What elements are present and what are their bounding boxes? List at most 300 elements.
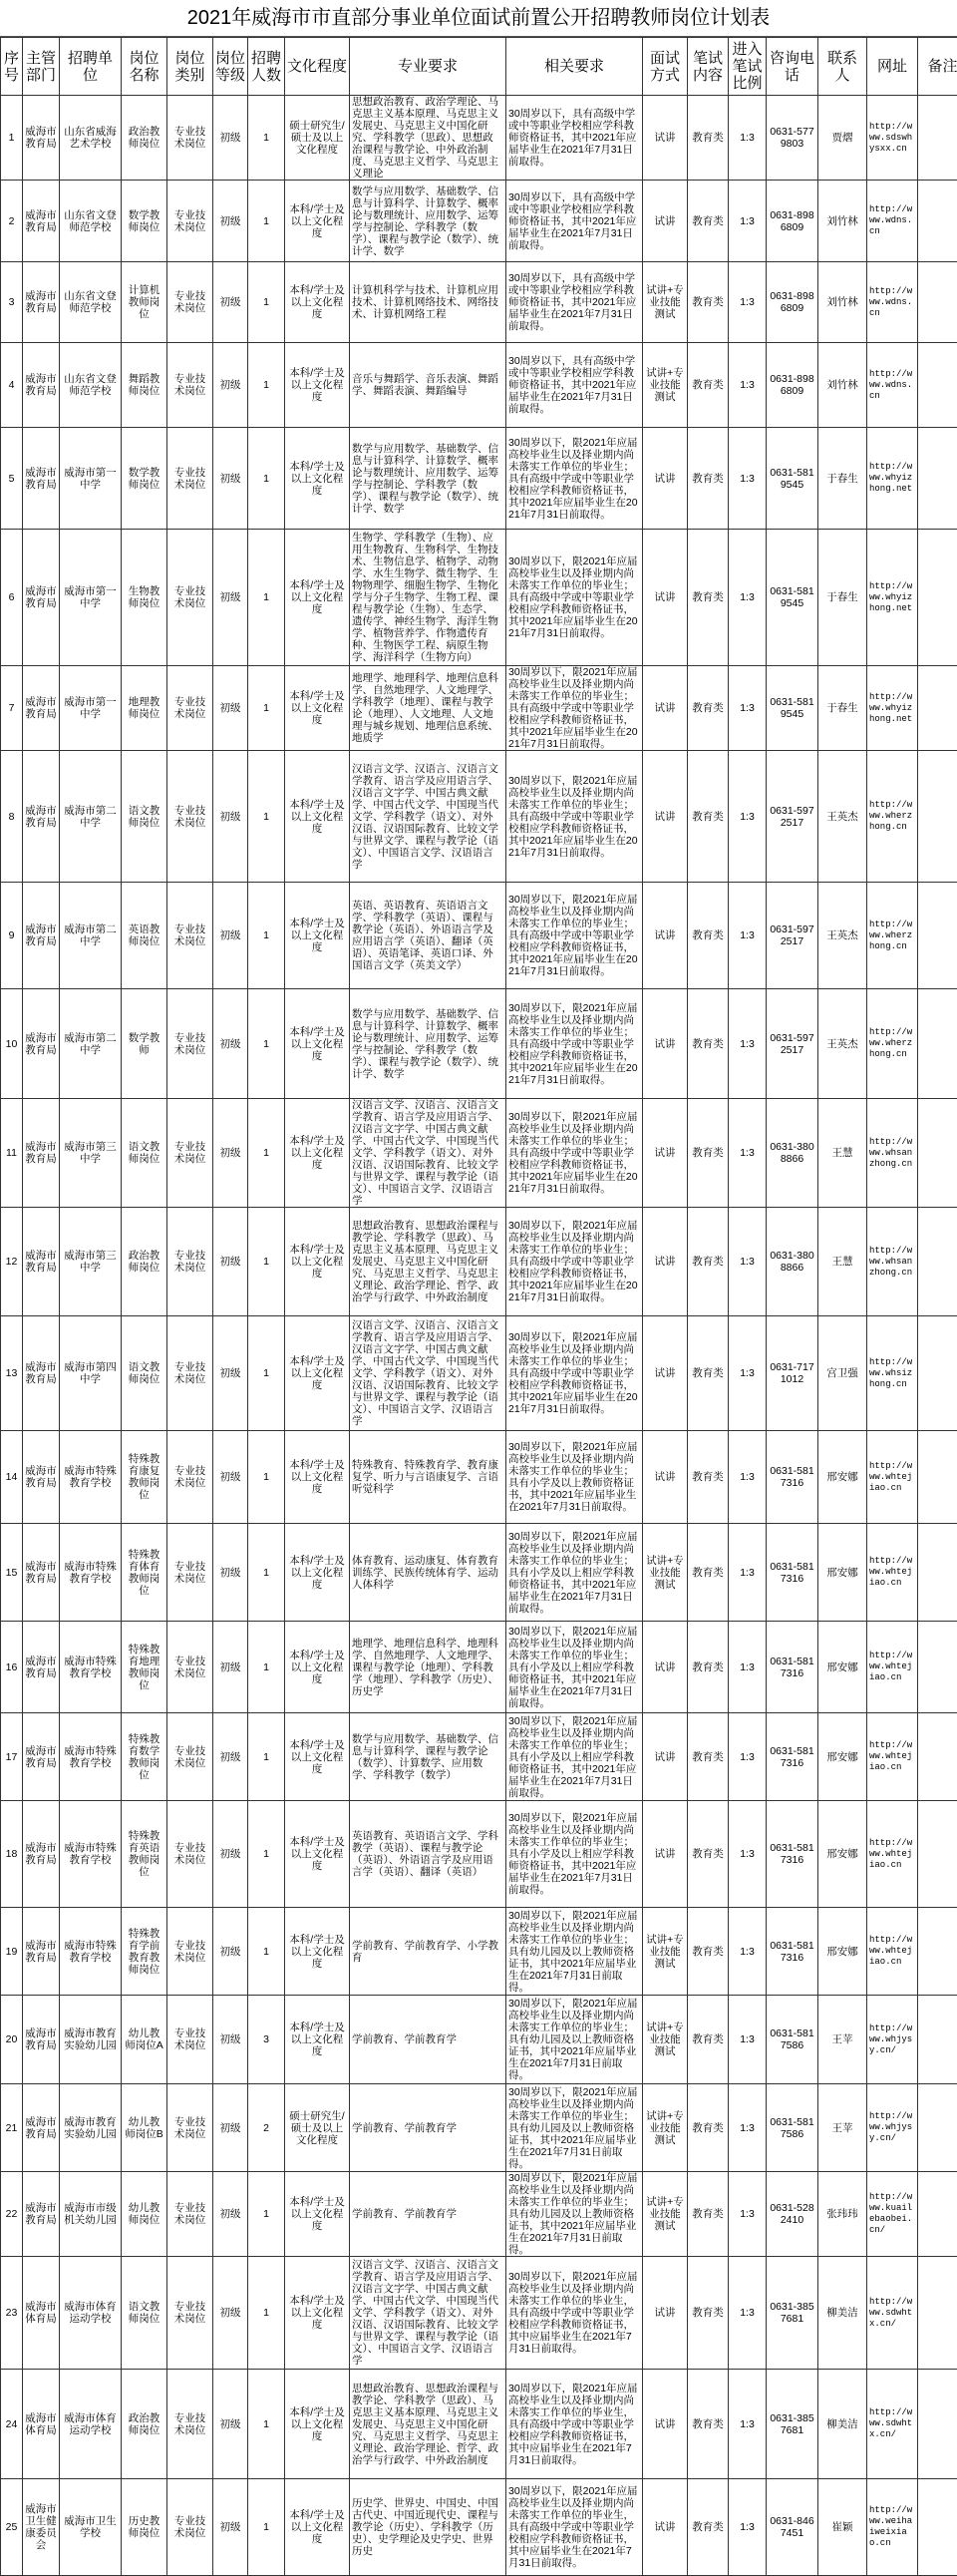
table-row	[1, 1099, 957, 1208]
table-row	[1, 2370, 957, 2479]
website-link[interactable]: http://www.wherzhong.cn	[867, 751, 918, 883]
phone-cell: 0631-5817586	[767, 1996, 818, 2084]
other-requirement-cell: 30周岁以下，具有高级中学或中等职业学校相应学科教师资格证书，其中2021年应届毕业生在2021年7月31日前取得。	[506, 96, 643, 181]
employer-cell: 威海市第二中学	[60, 883, 122, 989]
contact-cell: 宫卫强	[818, 1316, 867, 1431]
major-requirement-cell: 数学与应用数学、基础数学、信息与计算科学、计算数学、概率论与数理统计、应用数学、运筹学与控制论、学科教学（数学）、课程与教学论（数学）、统计学、数学	[350, 181, 506, 262]
position-type-cell: 专业技术岗位	[167, 989, 213, 1099]
contact-cell: 王慧	[818, 1099, 867, 1208]
remark-cell	[918, 666, 957, 751]
column-header: 相关要求	[506, 38, 643, 96]
department-cell: 威海市教育局	[23, 530, 60, 666]
interview-method-cell: 试讲	[643, 1099, 688, 1208]
remark-cell	[918, 1208, 957, 1316]
major-requirement-cell: 音乐与舞蹈学、音乐表演、舞蹈学、舞蹈表演、舞蹈编导	[350, 343, 506, 428]
table-row	[1, 1431, 957, 1524]
other-requirement-cell: 30周岁以下，具有高级中学或中等职业学校相应学科教师资格证书，其中2021年应届毕业生在2021年7月31日前取得。	[506, 343, 643, 428]
remark-cell	[918, 1996, 957, 2084]
other-requirement-cell: 30周岁以下，限2021年应届高校毕业生以及择业期内尚未落实工作单位的毕业生；具有幼儿园及以上教师资格证书，其中2021年应届毕业生在2021年7月31日前取得。	[506, 2172, 643, 2257]
contact-cell: 张玮玮	[818, 2172, 867, 2257]
position-level-cell: 初级	[213, 2257, 248, 2370]
website-link[interactable]: http://www.wherzhong.cn	[867, 989, 918, 1099]
exam-content-cell: 教育类	[688, 1431, 729, 1524]
education-cell: 硕士研究生/硕士及以上文化程度	[285, 96, 350, 181]
website-link[interactable]: http://www.whtejiao.cn	[867, 1622, 918, 1713]
row-number: 1	[1, 96, 23, 181]
interview-method-cell: 试讲	[643, 1801, 688, 1908]
other-requirement-cell: 30周岁以下，限2021年应届高校毕业生以及择业期内尚未落实工作单位的毕业生，具有高级中学或中等职业学校相应学科教师资格证书，其中应届毕业生在2021年7月31日前取得。	[506, 2479, 643, 2576]
exam-ratio-cell: 1:3	[729, 1801, 767, 1908]
other-requirement-cell: 30周岁以下，限2021年应届高校毕业生以及择业期内尚未落实工作单位的毕业生；具有小学及以上相应学科教师资格证书，其中2021年应届毕业生在2021年7月31日前取得。	[506, 1801, 643, 1908]
table-body	[1, 96, 957, 2576]
contact-cell: 王英杰	[818, 751, 867, 883]
education-cell: 本科/学士及以上文化程度	[285, 1524, 350, 1622]
education-cell: 本科/学士及以上文化程度	[285, 2479, 350, 2576]
employer-cell: 威海市特殊教育学校	[60, 1908, 122, 1996]
exam-content-cell: 教育类	[688, 181, 729, 262]
major-requirement-cell: 汉语言文学、汉语言、汉语言文学教育、语言学及应用语言学、汉语言文字学、中国古典文献学、中国古代文学、中国现当代文学、学科教学（语文）、对外汉语、汉语国际教育、比较文学与世界文学、课程与教学论（语文）、中国语言文学、汉语语言学	[350, 2257, 506, 2370]
remark-cell	[918, 530, 957, 666]
position-level-cell: 初级	[213, 1208, 248, 1316]
exam-content-cell: 教育类	[688, 2172, 729, 2257]
employer-cell: 威海市教育实验幼儿园	[60, 2084, 122, 2172]
website-link[interactable]: http://www.whjysy.cn/	[867, 2084, 918, 2172]
education-cell: 本科/学士及以上文化程度	[285, 2172, 350, 2257]
position-type-cell: 专业技术岗位	[167, 1431, 213, 1524]
interview-method-cell: 试讲	[643, 1431, 688, 1524]
position-cell: 数学教师	[122, 989, 167, 1099]
contact-cell: 贾熠	[818, 96, 867, 181]
exam-content-cell: 教育类	[688, 96, 729, 181]
exam-ratio-cell: 1:3	[729, 2084, 767, 2172]
employer-cell: 山东省文登师范学校	[60, 181, 122, 262]
exam-ratio-cell: 1:3	[729, 1622, 767, 1713]
remark-cell	[918, 96, 957, 181]
column-header: 序号	[1, 38, 23, 96]
interview-method-cell: 试讲	[643, 751, 688, 883]
other-requirement-cell: 30周岁以下，限2021年应届高校毕业生以及择业期内尚未落实工作单位的毕业生；具有小学及以上相应学科教师资格证书，其中2021年应届毕业生在2021年7月31日前取得。	[506, 1622, 643, 1713]
headcount-cell: 1	[248, 1316, 285, 1431]
position-type-cell: 专业技术岗位	[167, 1908, 213, 1996]
education-cell: 本科/学士及以上文化程度	[285, 883, 350, 989]
contact-cell: 王苹	[818, 2084, 867, 2172]
department-cell: 威海市体育局	[23, 2370, 60, 2479]
remark-cell	[918, 1908, 957, 1996]
exam-ratio-cell: 1:3	[729, 2172, 767, 2257]
position-cell: 数学教师岗位	[122, 428, 167, 530]
headcount-cell: 1	[248, 666, 285, 751]
department-cell: 威海市教育局	[23, 1801, 60, 1908]
website-link[interactable]: http://www.whyizhong.net	[867, 530, 918, 666]
interview-method-cell: 试讲	[643, 2479, 688, 2576]
row-number: 15	[1, 1524, 23, 1622]
employer-cell: 威海市第二中学	[60, 989, 122, 1099]
headcount-cell: 1	[248, 1208, 285, 1316]
major-requirement-cell: 汉语言文学、汉语言、汉语言文学教育、语言学及应用语言学、汉语言文字学、中国古典文献学、中国古代文学、中国现当代文学、学科教学（语文）、对外汉语、汉语国际教育、比较文学与世界文学、课程与教学论（语文）、中国语言文学、汉语语言学	[350, 751, 506, 883]
exam-content-cell: 教育类	[688, 262, 729, 343]
row-number: 19	[1, 1908, 23, 1996]
website-link[interactable]: http://www.sdwhtx.cn/	[867, 2257, 918, 2370]
major-requirement-cell: 生物学、学科教学（生物）、应用生物教育、生物科学、生物技术、生物信息学、植物学、动物学、水生生物学、微生物学、生物物理学、细胞生物学、生物化学与分子生物学、生物工程、课程与教学论（生物）、生态学、遗传学、神经生物学、海洋生物学、植物营养学、作物遗传育种、生物医学工程、病原生物学、海洋科学（生物方向）	[350, 530, 506, 666]
table-row	[1, 1996, 957, 2084]
department-cell: 威海市教育局	[23, 1908, 60, 1996]
headcount-cell: 1	[248, 2257, 285, 2370]
employer-cell: 山东省文登师范学校	[60, 262, 122, 343]
other-requirement-cell: 30周岁以下，限2021年应届高校毕业生以及择业期内尚未落实工作单位的毕业生；具有小学及以上相应学科教师资格证书，其中2021年应届毕业生在2021年7月31日前取得。	[506, 1524, 643, 1622]
headcount-cell: 1	[248, 1801, 285, 1908]
website-link[interactable]: http://www.wdns.cn	[867, 181, 918, 262]
phone-cell: 0631-8467451	[767, 2479, 818, 2576]
row-number: 20	[1, 1996, 23, 2084]
other-requirement-cell: 30周岁以下，限2021年应届高校毕业生以及择业期内尚未落实工作单位的毕业生；具有高级中学或中等职业学校相应学科教师资格证书，其中2021年应届毕业生在2021年7月31日前取得。	[506, 530, 643, 666]
education-cell: 本科/学士及以上文化程度	[285, 2370, 350, 2479]
remark-cell	[918, 989, 957, 1099]
contact-cell: 刘竹林	[818, 343, 867, 428]
row-number: 18	[1, 1801, 23, 1908]
remark-cell	[918, 181, 957, 262]
exam-ratio-cell: 1:3	[729, 1316, 767, 1431]
column-header: 面试方式	[643, 38, 688, 96]
other-requirement-cell: 30周岁以下，限2021年应届高校毕业生以及择业期内尚未落实工作单位的毕业生；具有小学及以上相应学科教师资格证书，其中2021年应届毕业生在2021年7月31日前取得。	[506, 1713, 643, 1801]
phone-cell: 0631-5819545	[767, 666, 818, 751]
column-header: 进入笔试比例	[729, 38, 767, 96]
interview-method-cell: 试讲	[643, 428, 688, 530]
website-link[interactable]: http://www.wdns.cn	[867, 343, 918, 428]
row-number: 21	[1, 2084, 23, 2172]
column-header: 岗位名称	[122, 38, 167, 96]
exam-ratio-cell: 1:3	[729, 883, 767, 989]
remark-cell	[918, 1316, 957, 1431]
department-cell: 威海市体育局	[23, 2257, 60, 2370]
phone-cell: 0631-3808866	[767, 1099, 818, 1208]
exam-ratio-cell: 1:3	[729, 262, 767, 343]
interview-method-cell: 试讲	[643, 2257, 688, 2370]
exam-content-cell: 教育类	[688, 1524, 729, 1622]
row-number: 4	[1, 343, 23, 428]
position-cell: 政治教师岗位	[122, 1208, 167, 1316]
website-link[interactable]: http://www.wdns.cn	[867, 262, 918, 343]
interview-method-cell: 试讲	[643, 1316, 688, 1431]
column-header: 招聘人数	[248, 38, 285, 96]
department-cell: 威海市教育局	[23, 1316, 60, 1431]
position-cell: 地理教师岗位	[122, 666, 167, 751]
education-cell: 本科/学士及以上文化程度	[285, 751, 350, 883]
education-cell: 本科/学士及以上文化程度	[285, 1099, 350, 1208]
position-type-cell: 专业技术岗位	[167, 1099, 213, 1208]
position-level-cell: 初级	[213, 1431, 248, 1524]
position-cell: 计算机教师岗位	[122, 262, 167, 343]
major-requirement-cell: 计算机科学与技术、计算机应用技术、计算机网络技术、网络技术、计算机网络工程	[350, 262, 506, 343]
contact-cell: 王慧	[818, 1208, 867, 1316]
department-cell: 威海市教育局	[23, 1713, 60, 1801]
interview-method-cell: 试讲	[643, 96, 688, 181]
website-link[interactable]: http://www.whtejiao.cn	[867, 1431, 918, 1524]
interview-method-cell: 试讲	[643, 530, 688, 666]
website-link[interactable]: http://www.whtejiao.cn	[867, 1801, 918, 1908]
exam-ratio-cell: 1:3	[729, 1431, 767, 1524]
table-row	[1, 428, 957, 530]
website-link[interactable]: http://www.whtejiao.cn	[867, 1524, 918, 1622]
column-header: 专业要求	[350, 38, 506, 96]
education-cell: 本科/学士及以上文化程度	[285, 1801, 350, 1908]
row-number: 9	[1, 883, 23, 989]
headcount-cell: 1	[248, 2370, 285, 2479]
website-link[interactable]: http://www.kuailebaobei.cn/	[867, 2172, 918, 2257]
remark-cell	[918, 1713, 957, 1801]
position-type-cell: 专业技术岗位	[167, 2084, 213, 2172]
remark-cell	[918, 428, 957, 530]
education-cell: 本科/学士及以上文化程度	[285, 530, 350, 666]
department-cell: 威海市教育局	[23, 883, 60, 989]
row-number: 6	[1, 530, 23, 666]
exam-content-cell: 教育类	[688, 2257, 729, 2370]
position-cell: 舞蹈教师岗位	[122, 343, 167, 428]
exam-ratio-cell: 1:3	[729, 666, 767, 751]
position-level-cell: 初级	[213, 343, 248, 428]
row-number: 3	[1, 262, 23, 343]
website-link[interactable]: http://www.sdwhtx.cn/	[867, 2370, 918, 2479]
exam-content-cell: 教育类	[688, 1099, 729, 1208]
education-cell: 本科/学士及以上文化程度	[285, 1622, 350, 1713]
other-requirement-cell: 30周岁以下，具有高级中学或中等职业学校相应学科教师资格证书，其中2021年应届毕业生在2021年7月31日前取得。	[506, 181, 643, 262]
exam-ratio-cell: 1:3	[729, 1908, 767, 1996]
other-requirement-cell: 30周岁以下，限2021年应届高校毕业生以及择业期内尚未落实工作单位的毕业生，具有高级中学或中等职业学校相应学科教师资格证书，其中应届毕业生在2021年7月31日前取得。	[506, 2370, 643, 2479]
exam-ratio-cell: 1:3	[729, 989, 767, 1099]
department-cell: 威海市教育局	[23, 2084, 60, 2172]
row-number: 7	[1, 666, 23, 751]
table-row	[1, 96, 957, 181]
phone-cell: 0631-5819545	[767, 530, 818, 666]
contact-cell: 刘竹林	[818, 181, 867, 262]
employer-cell: 威海市特殊教育学校	[60, 1713, 122, 1801]
contact-cell: 邢安娜	[818, 1908, 867, 1996]
contact-cell: 王英杰	[818, 989, 867, 1099]
row-number: 24	[1, 2370, 23, 2479]
position-type-cell: 专业技术岗位	[167, 1996, 213, 2084]
website-link[interactable]: http://www.whsanzhong.cn	[867, 1208, 918, 1316]
major-requirement-cell: 地理学、地理科学、地理信息科学、自然地理学、人文地理学、学科教学（地理）、课程与教学论（地理）、人文地理、人文地理与城乡规划、地理信息系统、地质学	[350, 666, 506, 751]
position-level-cell: 初级	[213, 2479, 248, 2576]
education-cell: 本科/学士及以上文化程度	[285, 1908, 350, 1996]
exam-content-cell: 教育类	[688, 989, 729, 1099]
headcount-cell: 1	[248, 989, 285, 1099]
headcount-cell: 1	[248, 530, 285, 666]
website-link[interactable]: http://www.whjysy.cn/	[867, 1996, 918, 2084]
exam-ratio-cell: 1:3	[729, 2370, 767, 2479]
headcount-cell: 2	[248, 2084, 285, 2172]
remark-cell	[918, 1431, 957, 1524]
education-cell: 本科/学士及以上文化程度	[285, 262, 350, 343]
column-header: 笔试内容	[688, 38, 729, 96]
row-number: 10	[1, 989, 23, 1099]
column-header: 咨询电话	[767, 38, 818, 96]
phone-cell: 0631-3808866	[767, 1208, 818, 1316]
position-type-cell: 专业技术岗位	[167, 751, 213, 883]
exam-ratio-cell: 1:3	[729, 343, 767, 428]
header-row	[1, 38, 957, 96]
website-link[interactable]: http://www.whyizhong.net	[867, 428, 918, 530]
exam-ratio-cell: 1:3	[729, 2257, 767, 2370]
phone-cell: 0631-5817316	[767, 1908, 818, 1996]
phone-cell: 0631-5817316	[767, 1801, 818, 1908]
website-link[interactable]: http://www.whyizhong.net	[867, 666, 918, 751]
position-cell: 语文教师岗位	[122, 2257, 167, 2370]
contact-cell: 于春生	[818, 428, 867, 530]
employer-cell: 威海市第三中学	[60, 1099, 122, 1208]
department-cell: 威海市教育局	[23, 1524, 60, 1622]
interview-method-cell: 试讲+专业技能测试	[643, 2084, 688, 2172]
position-level-cell: 初级	[213, 1099, 248, 1208]
remark-cell	[918, 1622, 957, 1713]
table-row	[1, 989, 957, 1099]
employer-cell: 威海市特殊教育学校	[60, 1524, 122, 1622]
remark-cell	[918, 751, 957, 883]
education-cell: 本科/学士及以上文化程度	[285, 1316, 350, 1431]
department-cell: 威海市教育局	[23, 1099, 60, 1208]
row-number: 8	[1, 751, 23, 883]
other-requirement-cell: 30周岁以下，限2021年应届高校毕业生以及择业期内尚未落实工作单位的毕业生；具有幼儿园及以上教师资格证书，其中2021年应届毕业生在2021年7月31日前取得。	[506, 1908, 643, 1996]
position-level-cell: 初级	[213, 2370, 248, 2479]
phone-cell: 0631-7171012	[767, 1316, 818, 1431]
phone-cell: 0631-5972517	[767, 883, 818, 989]
contact-cell: 崔颖	[818, 2479, 867, 2576]
major-requirement-cell: 学前教育、学前教育学、小学教育	[350, 1908, 506, 1996]
department-cell: 威海市卫生健康委员会	[23, 2479, 60, 2576]
table-row	[1, 1801, 957, 1908]
website-link[interactable]: http://www.weihaiweixiao.cn	[867, 2479, 918, 2576]
position-type-cell: 专业技术岗位	[167, 1208, 213, 1316]
employer-cell: 威海市特殊教育学校	[60, 1622, 122, 1713]
remark-cell	[918, 343, 957, 428]
interview-method-cell: 试讲	[643, 666, 688, 751]
table-row	[1, 1208, 957, 1316]
interview-method-cell: 试讲	[643, 989, 688, 1099]
employer-cell: 威海市体育运动学校	[60, 2257, 122, 2370]
major-requirement-cell: 思想政治教育、思想政治课程与教学论、学科教学（思政）、马克思主义基本原理、马克思主义发展史、马克思主义中国化研究、马克思主义哲学、马克思主义理论、政治学理论、哲学、政治学与行政学、中外政治制度	[350, 2370, 506, 2479]
major-requirement-cell: 数学与应用数学、基础数学、信息与计算科学、计算数学、概率论与数理统计、应用数学、运筹学与控制论、学科教学（数学）、课程与教学论（数学）、统计学、数学	[350, 989, 506, 1099]
position-cell: 英语教师岗位	[122, 883, 167, 989]
contact-cell: 邢安娜	[818, 1801, 867, 1908]
phone-cell: 0631-5282410	[767, 2172, 818, 2257]
exam-content-cell: 教育类	[688, 428, 729, 530]
website-link[interactable]: http://www.sdswhysxx.cn	[867, 96, 918, 181]
position-level-cell: 初级	[213, 262, 248, 343]
headcount-cell: 1	[248, 1713, 285, 1801]
employer-cell: 威海市第一中学	[60, 428, 122, 530]
position-type-cell: 专业技术岗位	[167, 1801, 213, 1908]
phone-cell: 0631-5817316	[767, 1622, 818, 1713]
headcount-cell: 1	[248, 2172, 285, 2257]
education-cell: 本科/学士及以上文化程度	[285, 1996, 350, 2084]
other-requirement-cell: 30周岁以下，限2021年应届高校毕业生以及择业期内尚未落实工作单位的毕业生；具有高级中学或中等职业学校相应学科教师资格证书，其中2021年应届毕业生在2021年7月31日前取得。	[506, 428, 643, 530]
headcount-cell: 1	[248, 1622, 285, 1713]
major-requirement-cell: 学前教育、学前教育学	[350, 2172, 506, 2257]
exam-content-cell: 教育类	[688, 343, 729, 428]
employer-cell: 威海市特殊教育学校	[60, 1801, 122, 1908]
website-link[interactable]: http://www.whtejiao.cn	[867, 1713, 918, 1801]
position-cell: 特殊教育学前教育教师岗位	[122, 1908, 167, 1996]
row-number: 14	[1, 1431, 23, 1524]
education-cell: 本科/学士及以上文化程度	[285, 181, 350, 262]
education-cell: 本科/学士及以上文化程度	[285, 2257, 350, 2370]
table-row	[1, 2084, 957, 2172]
major-requirement-cell: 学前教育、学前教育学	[350, 2084, 506, 2172]
contact-cell: 于春生	[818, 666, 867, 751]
contact-cell: 邢安娜	[818, 1622, 867, 1713]
phone-cell: 0631-5972517	[767, 751, 818, 883]
headcount-cell: 1	[248, 1908, 285, 1996]
row-number: 13	[1, 1316, 23, 1431]
phone-cell: 0631-5972517	[767, 989, 818, 1099]
exam-content-cell: 教育类	[688, 1316, 729, 1431]
employer-cell: 威海市第二中学	[60, 751, 122, 883]
other-requirement-cell: 30周岁以下，具有高级中学或中等职业学校相应学科教师资格证书，其中2021年应届毕业生在2021年7月31日前取得。	[506, 262, 643, 343]
interview-method-cell: 试讲+专业技能测试	[643, 1908, 688, 1996]
headcount-cell: 1	[248, 428, 285, 530]
position-level-cell: 初级	[213, 530, 248, 666]
education-cell: 本科/学士及以上文化程度	[285, 1431, 350, 1524]
position-type-cell: 专业技术岗位	[167, 1713, 213, 1801]
interview-method-cell: 试讲+专业技能测试	[643, 1524, 688, 1622]
interview-method-cell: 试讲	[643, 1713, 688, 1801]
table-row	[1, 1908, 957, 1996]
column-header: 岗位等级	[213, 38, 248, 96]
position-level-cell: 初级	[213, 1996, 248, 2084]
remark-cell	[918, 2257, 957, 2370]
department-cell: 威海市教育局	[23, 343, 60, 428]
employer-cell: 威海市市级机关幼儿园	[60, 2172, 122, 2257]
website-link[interactable]: http://www.whsizhong.cn	[867, 1316, 918, 1431]
column-header: 网址	[867, 38, 918, 96]
column-header: 岗位类别	[167, 38, 213, 96]
column-header: 主管部门	[23, 38, 60, 96]
website-link[interactable]: http://www.whsanzhong.cn	[867, 1099, 918, 1208]
headcount-cell: 3	[248, 1996, 285, 2084]
website-link[interactable]: http://www.whtejiao.cn	[867, 1908, 918, 1996]
education-cell: 本科/学士及以上文化程度	[285, 989, 350, 1099]
position-level-cell: 初级	[213, 751, 248, 883]
headcount-cell: 1	[248, 96, 285, 181]
other-requirement-cell: 30周岁以下，限2021年应届高校毕业生以及择业期内尚未落实工作单位的毕业生；具有高级中学或中等职业学校相应学科教师资格证书，其中2021年应届毕业生在2021年7月31日前取得。	[506, 751, 643, 883]
other-requirement-cell: 30周岁以下，限2021年应届高校毕业生以及择业期内尚未落实工作单位的毕业生；具有高级中学或中等职业学校相应学科教师资格证书，其中2021年应届毕业生在2021年7月31日前取得。	[506, 666, 643, 751]
exam-ratio-cell: 1:3	[729, 2479, 767, 2576]
exam-ratio-cell: 1:3	[729, 1713, 767, 1801]
position-level-cell: 初级	[213, 1908, 248, 1996]
row-number: 23	[1, 2257, 23, 2370]
headcount-cell: 1	[248, 1431, 285, 1524]
table-row	[1, 1622, 957, 1713]
headcount-cell: 1	[248, 262, 285, 343]
exam-content-cell: 教育类	[688, 1908, 729, 1996]
exam-ratio-cell: 1:3	[729, 1996, 767, 2084]
phone-cell: 0631-3857681	[767, 2370, 818, 2479]
department-cell: 威海市教育局	[23, 96, 60, 181]
headcount-cell: 1	[248, 1524, 285, 1622]
headcount-cell: 1	[248, 883, 285, 989]
position-type-cell: 专业技术岗位	[167, 2172, 213, 2257]
exam-content-cell: 教育类	[688, 1208, 729, 1316]
education-cell: 本科/学士及以上文化程度	[285, 1208, 350, 1316]
department-cell: 威海市教育局	[23, 428, 60, 530]
exam-content-cell: 教育类	[688, 1713, 729, 1801]
contact-cell: 柳美洁	[818, 2370, 867, 2479]
position-level-cell: 初级	[213, 2084, 248, 2172]
interview-method-cell: 试讲+专业技能测试	[643, 262, 688, 343]
interview-method-cell: 试讲	[643, 1622, 688, 1713]
position-cell: 语文教师岗位	[122, 751, 167, 883]
table-row	[1, 883, 957, 989]
website-link[interactable]: http://www.wherzhong.cn	[867, 883, 918, 989]
